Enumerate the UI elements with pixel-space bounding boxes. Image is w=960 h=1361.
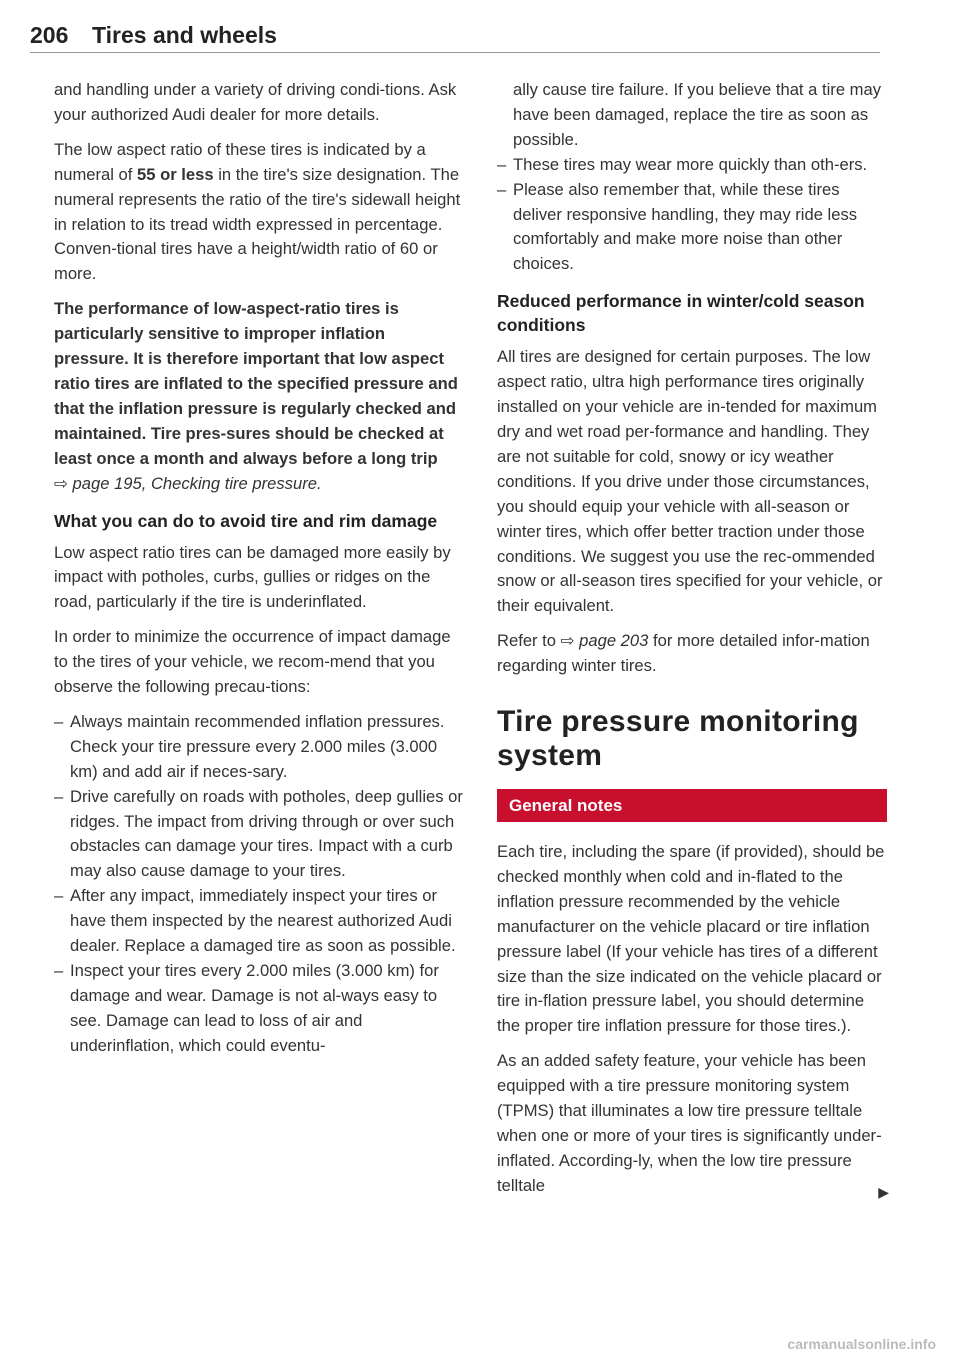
paragraph: and handling under a variety of driving condi-tions. Ask your authorized Audi dealer for more details.	[54, 80, 457, 124]
continue-arrow-icon: ▶	[878, 1183, 889, 1200]
paragraph: Low aspect ratio tires can be damaged more easily by impact with potholes, curbs, gullies or ridges on the road, particularly if the tire is underinflated.	[54, 542, 451, 612]
right-column	[497, 78, 887, 1209]
page-number: 206	[30, 22, 69, 48]
list-item: – Please also remember that, while these tires deliver responsive handling, they may ride less comfortably and make more noise than other choices.	[497, 178, 887, 278]
page-reference[interactable]: ⇨ page 203	[560, 631, 649, 651]
section-bar-general-notes: General notes	[497, 789, 887, 822]
list-item: – Always maintain recommended inflation pressures. Check your tire pressure every 2.000 miles (3.000 km) and add air if neces-sary.	[54, 710, 464, 785]
text: The low aspect ratio of these tires is indicated by a numeral of	[54, 139, 426, 184]
page-header	[30, 22, 880, 52]
warning-paragraph: The performance of low-aspect-ratio tires is particularly sensitive to improper inflation pressure. It is therefore important that low aspect ratio tires are inflated to the specified pressure and that the inflation pressure is regularly checked and maintained. Tire pres-sures should be checked at least once a month and always before a long trip	[54, 299, 458, 468]
list-item: – These tires may wear more quickly than oth-ers.	[497, 153, 887, 178]
subheading-damage: What you can do to avoid tire and rim damage	[54, 510, 438, 531]
header-divider	[30, 52, 880, 53]
watermark: carmanualsonline.info	[787, 1336, 936, 1352]
chapter-heading: Tire pressure monitoring system	[497, 705, 859, 773]
page-reference[interactable]: ⇨ page 195, Checking tire pressure.	[54, 473, 322, 493]
text: for more detailed infor-mation regarding winter tires.	[497, 631, 870, 676]
paragraph	[54, 138, 464, 287]
paragraph: Each tire, including the spare (if provided), should be checked monthly when cold and in-flated to the inflation pressure recommended by the vehicle manufacturer on the vehicle placard or tire inflation pressure label (If your vehicle has tires of a different size than the size indicated on the vehicle placard or tire in-flation pressure label, you should determine the proper tire inflation pressure for those tires.).	[497, 842, 885, 1036]
list-item-continued: ally cause tire failure. If you believe that a tire may have been damaged, replace the tire as soon as possible.	[513, 80, 882, 149]
text: in the tire's size designation. The numeral represents the ratio of the tire's sidewall height in relation to its tread width expressed in percentage. Conven-tional tires have a height/width ratio of 60 or more.	[54, 164, 461, 284]
bold-text: 55 or less	[137, 164, 214, 184]
precautions-list	[54, 710, 464, 1059]
text: Refer to	[497, 631, 561, 651]
list-item: – Inspect your tires every 2.000 miles (3.000 km) for damage and wear. Damage is not al-ways easy to see. Damage can lead to loss of air and underinflation, which could eventu-	[54, 959, 464, 1059]
paragraph: In order to minimize the occurrence of impact damage to the tires of your vehicle, we recom-mend that you observe the following precau-tions:	[54, 627, 451, 697]
paragraph	[497, 629, 887, 679]
list	[497, 153, 887, 278]
section-title: Tires and wheels	[92, 22, 277, 48]
continued-list	[497, 78, 887, 153]
paragraph: All tires are designed for certain purposes. The low aspect ratio, ultra high performance tires originally installed on your vehicle are in-tended for maximum dry and wet road per-formance and handling. They are not suitable for cold, snowy or icy weather conditions. If you drive under those circumstances, you should equip your vehicle with all-season or winter tires, which offer better traction under those conditions. We suggest you use the rec-ommended snow or all-season tires specified for your vehicle, or their equivalent.	[497, 347, 883, 616]
left-column	[54, 78, 464, 1059]
list-item: – Drive carefully on roads with potholes, deep gullies or ridges. The impact from driving through or over such obstacles can damage your tires. Impact with a curb may also cause damage to your tires.	[54, 785, 464, 885]
subheading-winter: Reduced performance in winter/cold season conditions	[497, 291, 865, 336]
paragraph: As an added safety feature, your vehicle has been equipped with a tire pressure monitoring system (TPMS) that illuminates a low tire pressure telltale when one or more of your tires is significantly under-inflated. According-ly, when the low tire pressure telltale	[497, 1051, 882, 1195]
list-item: – After any impact, immediately inspect your tires or have them inspected by the nearest authorized Audi dealer. Replace a damaged tire as soon as possible.	[54, 884, 464, 959]
